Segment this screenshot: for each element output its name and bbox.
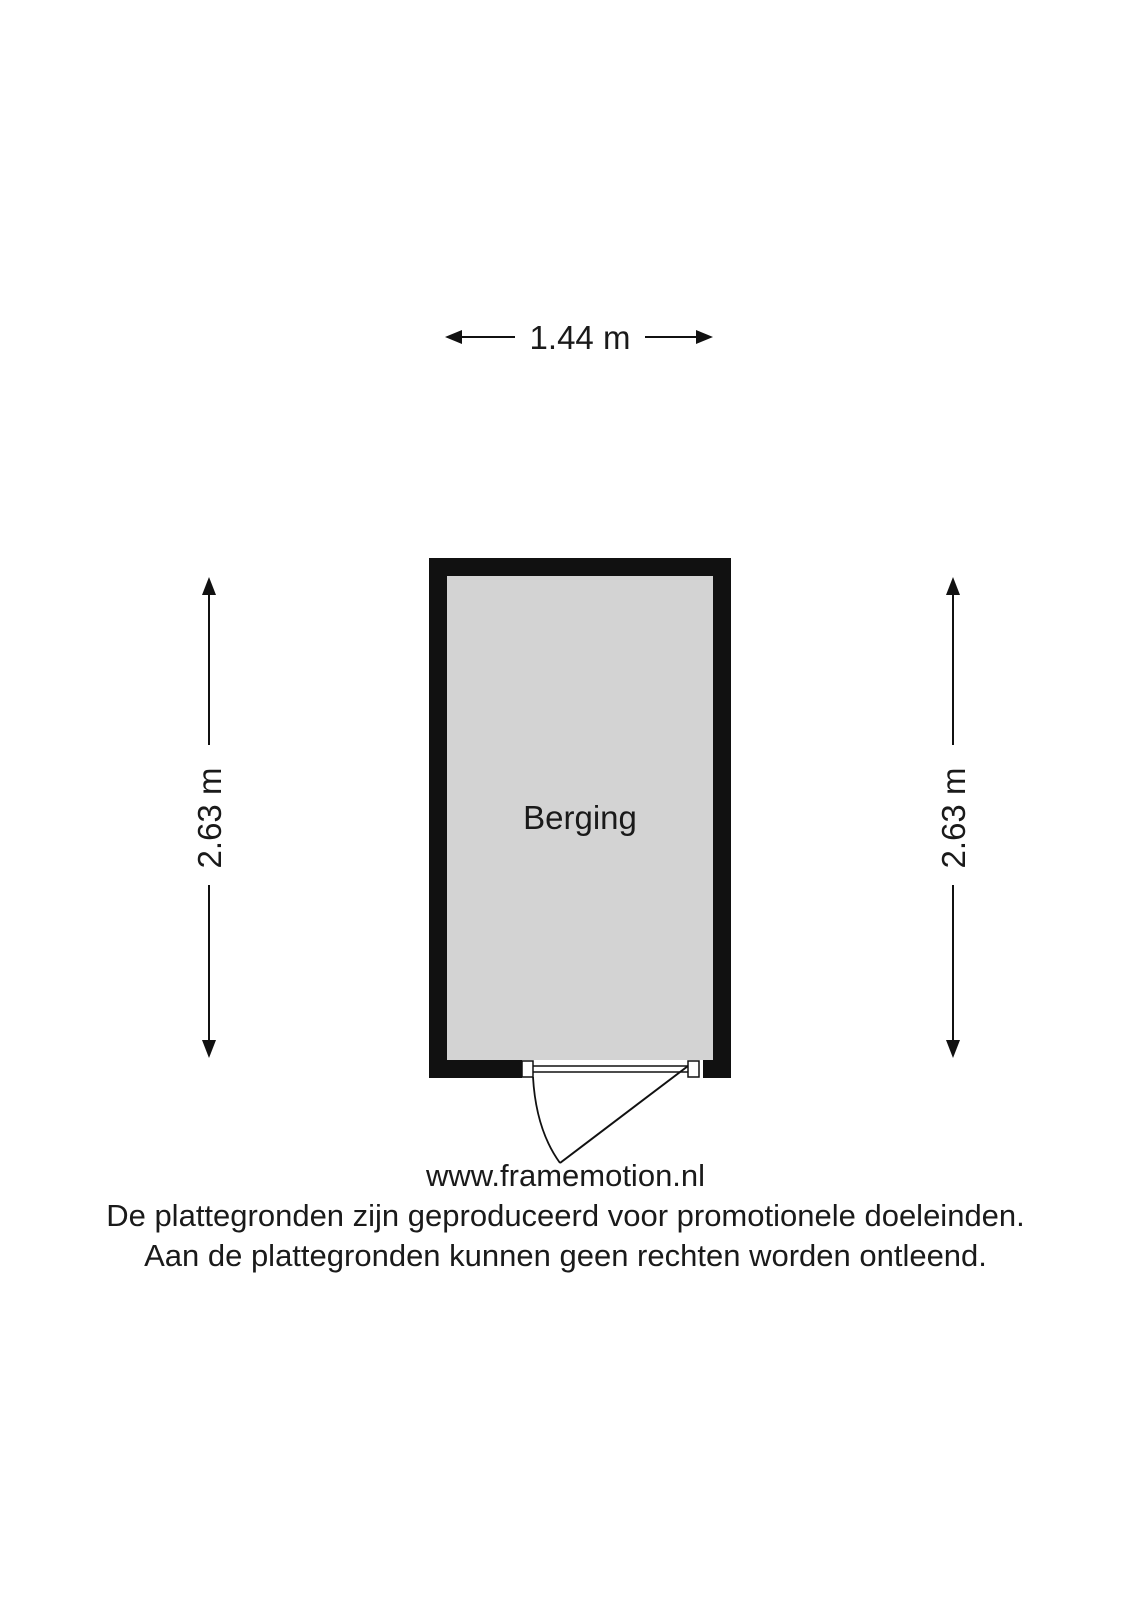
- door-jamb-right: [688, 1061, 699, 1077]
- website-url: www.framemotion.nl: [425, 1158, 706, 1193]
- disclaimer-line-2: Aan de plattegronden kunnen geen rechten worden ontleend.: [144, 1238, 987, 1273]
- arrow-down-icon: [946, 1040, 960, 1058]
- height-dimension-right: [935, 577, 972, 1058]
- arrow-up-icon: [946, 577, 960, 595]
- width-dimension: [445, 319, 713, 356]
- room-label: Berging: [523, 799, 637, 836]
- door-leaf: [560, 1066, 688, 1163]
- width-dimension-label: 1.44 m: [529, 319, 631, 356]
- arrow-up-icon: [202, 577, 216, 595]
- disclaimer-line-1: De plattegronden zijn geproduceerd voor promotionele doeleinden.: [106, 1198, 1025, 1233]
- door-jamb-left: [522, 1061, 533, 1077]
- height-left-label: 2.63 m: [191, 767, 228, 869]
- arrow-down-icon: [202, 1040, 216, 1058]
- arrow-right-icon: [696, 330, 713, 344]
- door-swing-arc: [533, 1077, 560, 1163]
- height-right-label: 2.63 m: [935, 767, 972, 869]
- height-dimension-left: [191, 577, 228, 1058]
- arrow-left-icon: [445, 330, 462, 344]
- room-berging: [429, 558, 731, 1163]
